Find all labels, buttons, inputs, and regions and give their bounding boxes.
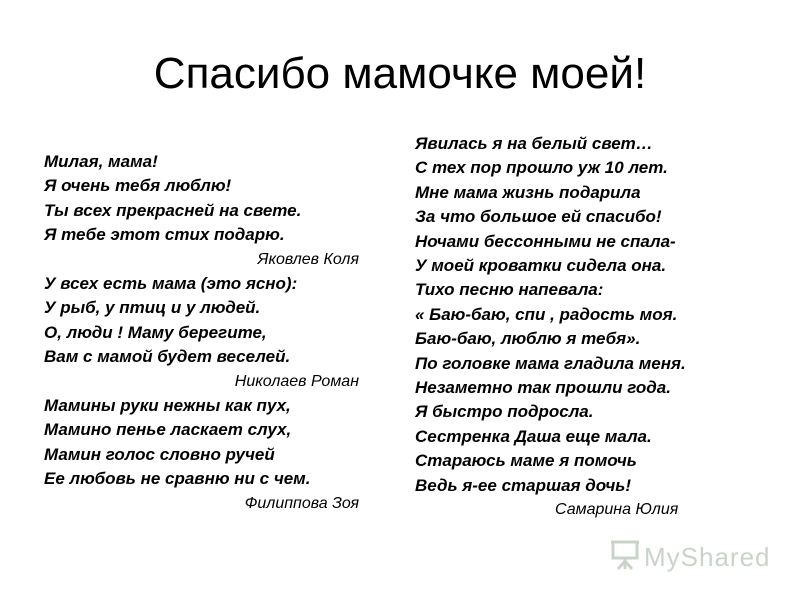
page-title: Спасибо мамочке моей! [153,49,647,98]
poem-line: « Баю-баю, спи , радость моя. [415,304,678,324]
poem-line: Я быстро подросла. [415,402,594,422]
presentation-board-icon [610,539,640,576]
poem-line: О, люди ! Маму берегите, [44,322,267,342]
poem-author: Николаев Роман [234,372,359,390]
poem-line: Мамины руки нежны как пух, [44,396,291,416]
poem-line: Сестренка Даша еще мала. [415,426,652,446]
poem-line: Тихо песню напевала: [415,280,604,300]
watermark-text: MyShared [644,541,771,572]
poem-author: Самарина Юлия [555,501,679,519]
poem-line: Мамин голос словно ручей [44,444,275,464]
poem-line: Мне мама жизнь подарила [415,182,641,202]
poem-line: Ведь я-ее старшая дочь! [415,475,631,495]
poem-line: У моей кроватки сидела она. [415,256,667,276]
poem-3 [44,394,374,516]
poem-line: Ты всех прекрасней на свете. [44,200,302,220]
poem-author: Филиппова Зоя [244,494,359,512]
watermark [610,540,780,574]
poem-line: Я тебе этот стих подарю. [44,225,285,245]
poem-line: С тех пор прошло уж 10 лет. [415,158,668,178]
poem-line: Ночами бессонными не спала- [415,231,676,251]
poem-line: Я очень тебя люблю! [44,176,232,196]
poem-author: Яковлев Коля [257,250,359,268]
poem-line: Стараюсь маме я помочь [415,451,637,471]
poem-line: У всех есть мама (это ясно): [44,274,298,294]
right-poem-column [415,132,775,523]
poem-line: Вам с мамой будет веселей. [44,347,291,367]
poem-line: За что большое ей спасибо! [415,207,662,227]
poem-line: Явилась я на белый свет… [415,134,653,153]
poem-line: По головке мама гладила меня. [415,353,686,373]
poem-2 [44,272,374,394]
poem-line: У рыб, у птиц и у людей. [44,298,261,318]
poem-line: Незаметно так прошли года. [415,378,671,398]
poem-line: Баю-баю, люблю я тебя». [415,329,641,349]
left-poems-column [44,150,374,516]
poem-line: Мамино пенье ласкает слух, [44,420,292,440]
poem-line: Ее любовь не сравню ни с чем. [44,469,311,489]
poem-line: Милая, мама! [44,152,158,171]
poem-1 [44,150,374,272]
